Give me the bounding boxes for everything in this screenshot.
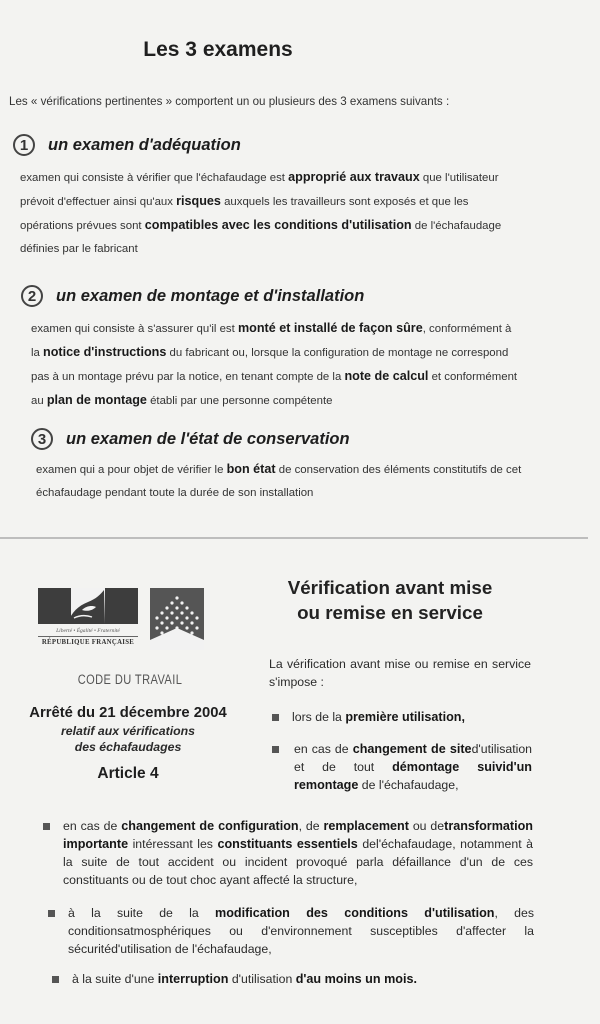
republique-name: RÉPUBLIQUE FRANÇAISE: [38, 636, 138, 646]
exam-adequation: [13, 134, 553, 261]
number-2-icon: 2: [21, 285, 43, 307]
exam-description: [31, 458, 556, 505]
text-line: à la suite d'une interruption d'utilisation d'au moins un mois.: [72, 972, 417, 986]
arrete-subject: [0, 723, 256, 755]
text-line: atmosphériques ou d'environnement susceptibles d'affecter la sécurité: [68, 924, 534, 956]
bullet-item: [63, 817, 533, 889]
text-line: à la suite de la modification des conditions d'utilisation, des conditions: [68, 906, 534, 938]
arrete-reference: [0, 705, 256, 783]
bullet-square-icon: [272, 714, 279, 721]
exam-conservation: [31, 428, 551, 505]
exam-montage: [21, 285, 551, 413]
bullet-item: [294, 740, 532, 794]
emphasis: changement de configuration: [121, 819, 299, 833]
emphasis: notice d'instructions: [43, 345, 167, 359]
verification-title-line: ou remise en service: [297, 602, 483, 623]
bullet-item: [68, 904, 534, 958]
exam-description: [13, 166, 560, 261]
arrete-subject-line: relatif aux vérifications: [61, 724, 195, 738]
emphasis: changement de site: [352, 742, 472, 756]
verification-intro: La vérification avant mise ou remise en service s'impose :: [269, 657, 531, 689]
exam-title: un examen de montage et d'installation: [56, 286, 365, 305]
text-line: la notice d'instructions du fabricant ou, lorsque la configuration de montage ne correspond: [31, 345, 509, 359]
text-line: en cas de changement de configuration, de remplacement ou de: [63, 819, 445, 833]
text-line: examen qui consiste à vérifier que l'échafaudage est approprié aux travaux que l'utilisateur: [20, 170, 499, 184]
bullet-square-icon: [52, 976, 59, 983]
intro-text: Les « vérifications pertinentes » comportent un ou plusieurs des 3 examens suivants :: [9, 95, 450, 108]
emphasis: démontage suivi: [392, 760, 506, 774]
emphasis: plan de montage: [46, 393, 147, 407]
section-divider: [0, 537, 588, 539]
bullet-square-icon: [43, 823, 50, 830]
text-line: transformation importante intéressant les constituants essentiels de: [63, 819, 533, 851]
text-line: en cas de changement de site: [294, 742, 472, 756]
exam-title: un examen de l'état de conservation: [66, 429, 350, 448]
emphasis: d'un remontage: [294, 760, 532, 792]
exam-title: un examen d'adéquation: [48, 135, 241, 154]
text-line: d'utilisation de l'échafaudage,: [111, 942, 272, 956]
page-title: Les 3 examens: [143, 38, 293, 61]
arrete-subject-line: des échafaudages: [74, 740, 182, 754]
verification-title: [256, 575, 524, 625]
text-line: prévoit d'effectuer ainsi qu'aux risques auxquels les travailleurs sont exposés et que les: [20, 194, 469, 208]
emphasis: modification des conditions d'utilisation: [215, 906, 495, 920]
bullet-item: [72, 970, 532, 988]
emphasis: note de calcul: [344, 369, 429, 383]
arrete-date: Arrêté du 21 décembre 2004: [29, 705, 227, 721]
text-line: échafaudage pendant toute la durée de son installation: [36, 487, 314, 499]
exam-description: [21, 317, 551, 413]
text-line: définies par le fabricant: [20, 243, 138, 255]
code-travail-emblem-icon: [150, 588, 204, 650]
code-travail-logo: [150, 588, 204, 650]
bullet-square-icon: [48, 910, 55, 917]
emphasis: bon état: [226, 462, 276, 476]
number-3-icon: 3: [31, 428, 53, 450]
bullet-item: [292, 708, 532, 726]
emphasis: remplacement: [323, 819, 409, 833]
emphasis: constituants essentiels: [217, 837, 358, 851]
bullet-square-icon: [272, 746, 279, 753]
emphasis: première utilisation,: [345, 710, 465, 724]
text-line: d'utilisation et de tout démontage suivi: [294, 742, 533, 774]
emphasis: approprié aux travaux: [288, 170, 420, 184]
text-line: l'échafaudage, notamment à la suite de tout accident ou incident provoqué par: [63, 837, 533, 869]
marianne-icon: [38, 588, 138, 624]
text-line: pas à un montage prévu par la notice, en tenant compte de la note de calcul et conformément: [31, 369, 518, 383]
text-line: examen qui a pour objet de vérifier le bon état de conservation des éléments constitutifs de cet: [36, 462, 522, 476]
text-line: d'un remontage de l'échafaudage,: [294, 760, 532, 792]
article-number: Article 4: [97, 765, 159, 782]
number-1-icon: 1: [13, 134, 35, 156]
emphasis: risques: [176, 194, 221, 208]
emphasis: compatibles avec les conditions d'utilisation: [144, 218, 412, 232]
republique-motto: Liberté • Égalité • Fraternité: [56, 628, 120, 634]
text-line: examen qui consiste à s'assurer qu'il est monté et installé de façon sûre, conformément à: [31, 321, 512, 335]
text-line: la défaillance d'un de ces constituants ou de tout choc ayant affecté la structure,: [63, 855, 534, 887]
text-line: opérations prévues sont compatibles avec les conditions d'utilisation de l'échafaudage: [20, 218, 502, 232]
code-du-travail-label: CODE DU TRAVAIL: [77, 672, 183, 687]
verification-title-line: Vérification avant mise: [287, 577, 493, 598]
text-line: au plan de montage établi par une personne compétente: [31, 393, 333, 407]
text-line: lors de la première utilisation,: [292, 710, 465, 724]
emphasis: d'au moins un mois.: [295, 972, 417, 986]
emphasis: transformation importante: [63, 819, 533, 851]
emphasis: interruption: [157, 972, 229, 986]
republique-francaise-logo: [38, 588, 138, 650]
emphasis: monté et installé de façon sûre: [237, 321, 423, 335]
